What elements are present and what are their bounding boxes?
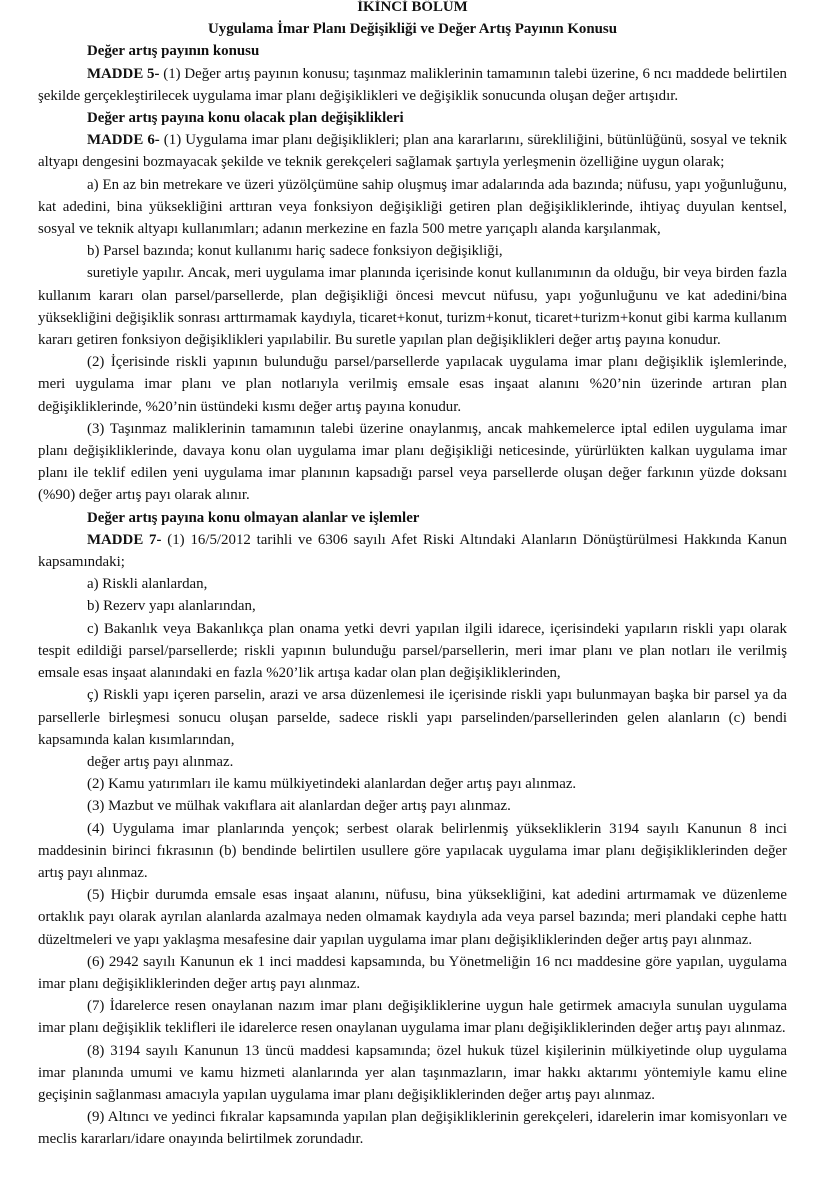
paragraph-text: (1) 16/5/2012 tarihli ve 6306 sayılı Afet Riski Altındaki Alanların Dönüştürülmesi Hakkında Kanun kapsamındaki; (38, 531, 787, 571)
article-paragraph: b) Parsel bazında; konut kullanımı hariç sadece fonksiyon değişikliği, (87, 243, 503, 260)
article-paragraph: suretiyle yapılır. Ancak, meri uygulama imar planında içerisinde konut kullanımının da olduğu, bir veya birden fazla kullanım kararı olan parsel/parsellerde, plan değişikliği öncesi mevcut nüfusu, yapı yoğunluğunu ve kat adedini/bina yüksekliğini değişiklik sonrası arttırmamak kaydıyla, ticaret+konut, turizm+konut, ticaret+turizm+konut gibi karma kullanım kararı getiren fonksiyon değişiklikleri yapılabilir. Bu suretle yapılan plan değişiklikleri değer artış payına konudur. (38, 265, 787, 349)
article-paragraph: (4) Uygulama imar planlarında yençok; serbest olarak belirlenmiş yüksekliklerin 3194 sayılı Kanunun 8 inci maddesinin birinci fıkrasının (b) bendinde belirtilen usullere göre yapılacak uygulama imar planı değişikliklerinden değer artış payı alınmaz. (38, 820, 787, 881)
article-paragraph: (2) Kamu yatırımları ile kamu mülkiyetindeki alanlardan değer artış payı alınmaz. (87, 776, 577, 793)
paragraph-text: (1) Değer artış payının konusu; taşınmaz maliklerinin tamamının talebi üzerine, 6 ncı maddede belirtilen şekilde gerçekleştirilecek uygulama imar planı değişiklikleri ve değişiklik sonucunda oluşan değer artışıdır. (38, 65, 787, 104)
article-paragraph (38, 129, 787, 173)
article-7 (38, 507, 787, 1151)
article-paragraph: a) Riskli alanlardan, (87, 576, 208, 593)
article-paragraph: değer artış payı alınmaz. (87, 753, 234, 770)
article-paragraph: ç) Riskli yapı içeren parselin, arazi ve arsa düzenlemesi ile içerisinde riskli yapı bulunmayan başka bir parsel ya da parsellerle birleşmesi sonucu oluşan parselde, sadece riskli yapı parselinden/parsellerinden gelen alanların (c) bendi kapsamında kalan kısımlarından, (38, 687, 787, 748)
chapter-title: İKİNCİ BÖLÜM (357, 0, 468, 15)
article-6 (38, 107, 787, 507)
article-paragraph: c) Bakanlık veya Bakanlıkça plan onama yetki devri yapılan ilgili idarece, içerisindeki yapıların riskli yapı olarak tespit edildiği parsel/parsellerde; riskli yapının bulunduğu parsel/parsellerin, meri imar planı ve plan notları ile verilmiş emsale esas inşaat alanındaki en fazla %20’lik artışa kadar olan plan değişikliklerinden, (38, 620, 787, 682)
article-paragraph: (3) Mazbut ve mülhak vakıflara ait alanlardan değer artış payı alınmaz. (87, 798, 511, 815)
article-heading: Değer artış payına konu olacak plan değişiklikleri (87, 110, 404, 127)
article-paragraph: (2) İçerisinde riskli yapının bulunduğu parsel/parsellerde yapılacak uygulama imar planı değişiklik işlemlerinde, meri uygulama imar planı ve plan notlarıyla verilmiş emsale esas inşaat alanını %20’nin üzerinde artıran plan değişikliklerinde, %20’nin üstündeki kısmı değer artış payına konudur. (38, 354, 787, 415)
article-paragraph: a) En az bin metrekare ve üzeri yüzölçümüne sahip oluşmuş imar adalarında ada bazında; nüfusu, yapı yoğunluğunu, kat adedini, bina yüksekliğini arttıran veya fonksiyon değişikliği getiren plan değişikliklerinde, ihtiyaç duyulan kentsel, sosyal ve teknik altyapı kullanımları; adanın merkezine en fazla 500 metre yarıçaplı alanda karşılanmak, (38, 176, 787, 238)
article-paragraph (38, 63, 787, 107)
article-paragraph (38, 529, 787, 573)
article-5 (38, 40, 787, 107)
article-paragraph: (8) 3194 sayılı Kanunun 13 üncü maddesi kapsamında; özel hukuk tüzel kişilerinin mülkiyetinde olup uygulama imar planında umumi ve kamu hizmeti alanlarında yer alan taşınmazların, imar hakkı aktarımı yöntemiyle kamu eline geçişinin sağlanması amacıyla yapılan uygulama imar planı değişikliklerinden değer artış payı alınmaz. (38, 1042, 787, 1103)
paragraph-text: (1) Uygulama imar planı değişiklikleri; plan ana kararlarını, sürekliliğini, bütünlüğünü, sosyal ve teknik altyapı dengesini bozmayacak şekilde ve teknik gerekçeleri sağlamak şartıyla yerleşmenin özelliğine uygun olarak; (38, 132, 787, 171)
madde-label: MADDE 6- (87, 132, 160, 149)
article-paragraph: (9) Altıncı ve yedinci fıkralar kapsamında yapılan plan değişikliklerinin gerekçeleri, idarelerin imar komisyonları ve meclis kararları/idare onayında belirtilmek zorundadır. (38, 1109, 787, 1148)
section-title: Uygulama İmar Planı Değişikliği ve Değer Artış Payının Konusu (208, 21, 617, 38)
article-heading: Değer artış payının konusu (87, 43, 260, 60)
madde-label: MADDE 7- (87, 531, 162, 548)
madde-label: MADDE 5- (87, 65, 160, 82)
article-paragraph: (6) 2942 sayılı Kanunun ek 1 inci maddesi kapsamında, bu Yönetmeliğin 16 ncı maddesine göre yapılan, uygulama imar planı değişikliklerinden değer artış payı alınmaz. (38, 953, 787, 992)
article-paragraph: (7) İdarelerce resen onaylanan nazım imar planı değişikliklerine uygun hale getirmek amacıyla sunulan uygulama imar planı değişiklik teklifleri ile idarelerce resen onaylanan uygulama imar planı değişikliklerinden değer artış payı alınmaz. (38, 998, 787, 1037)
article-paragraph: b) Rezerv yapı alanlarından, (87, 598, 256, 615)
article-heading: Değer artış payına konu olmayan alanlar ve işlemler (87, 509, 420, 526)
article-paragraph: (3) Taşınmaz maliklerinin tamamının talebi üzerine onaylanmış, ancak mahkemelerce iptal edilen uygulama imar planı değişikliklerinde, davaya konu olan uygulama imar planı değişikliği neticesinde, yürürlükten kalkan uygulama imar planı ile teklif edilen yeni uygulama imar planının kapsadığı parsel veya parsellerde oluşan değer farkının yüzde doksanı (%90) değer artış payı olarak alınır. (38, 420, 787, 504)
article-paragraph: (5) Hiçbir durumda emsale esas inşaat alanını, nüfusu, bina yüksekliğini, kat adedini artırmamak ve düzenleme ortaklık payı olarak ayrılan alanlarda azalmaya neden olmamak kaydıyla ada veya parsel bazında; meri plandaki cephe hattı düzeltmeleri ve yapı yaklaşma mesafesine dair yapılan uygulama imar planı değişikliklerinden değer artış payı alınmaz. (38, 887, 787, 948)
